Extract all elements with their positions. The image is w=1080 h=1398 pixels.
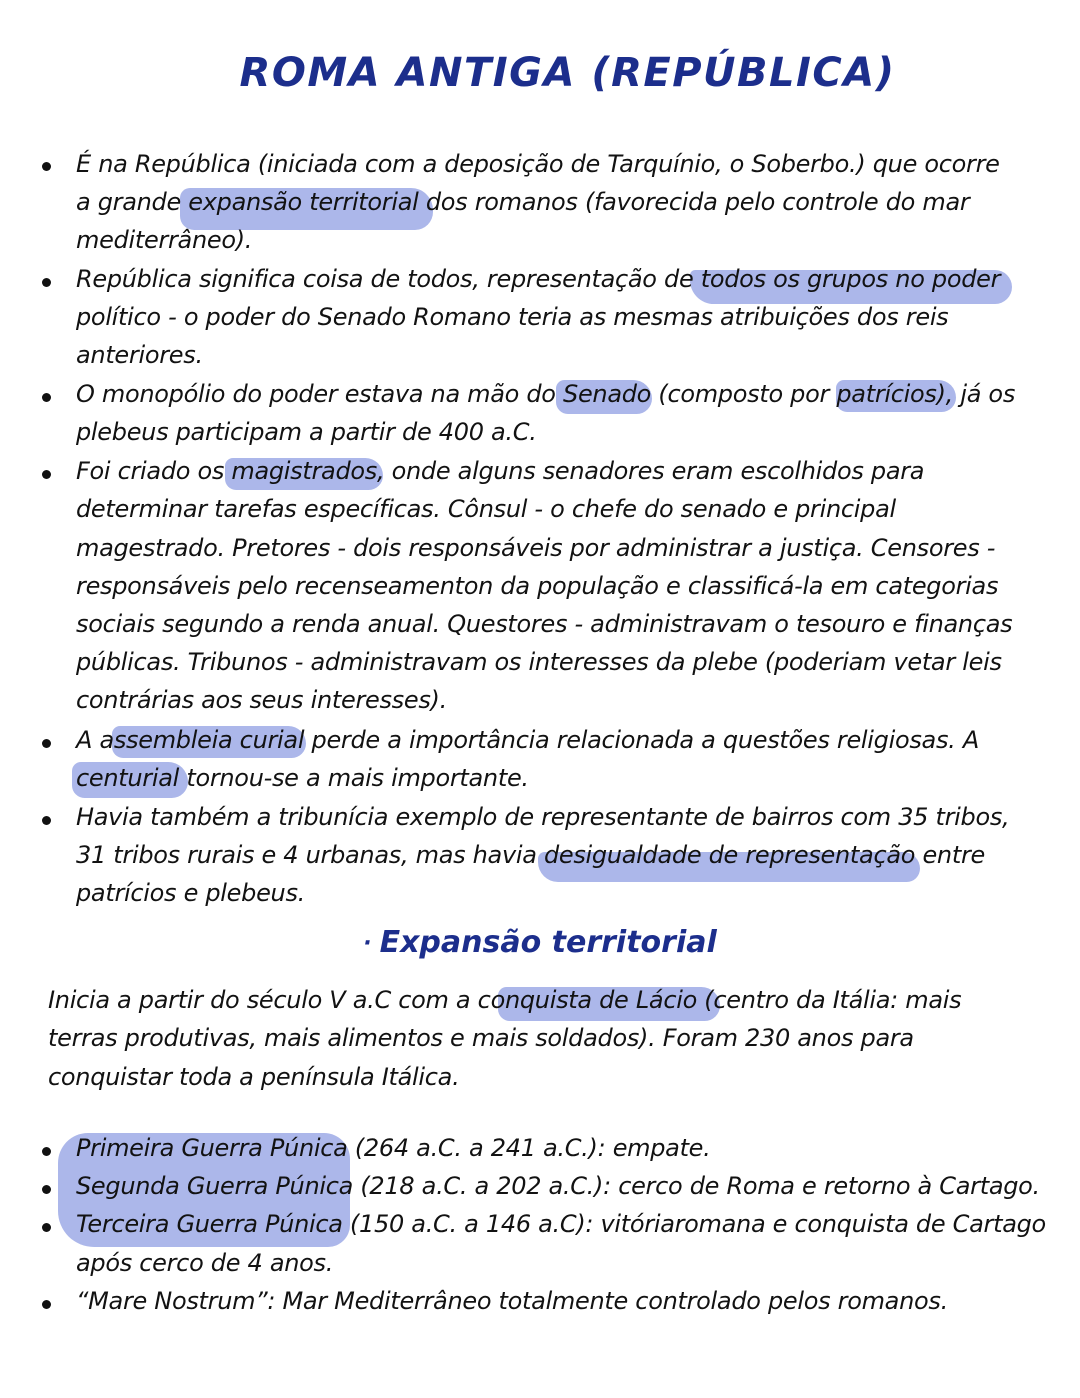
page-title: ROMA ANTIGA (REPÚBLICA) [239,50,896,96]
text-line: responsáveis pelo recenseamenton da população e classificá-la em categorias [76,572,999,600]
text-line: patrícios e plebeus. [76,879,305,907]
bullet-dot [42,1223,51,1232]
text-line: “Mare Nostrum”: Mar Mediterrâneo totalmente controlado pelos romanos. [76,1287,948,1315]
text-line: a grande expansão territorial dos romanos (favorecida pelo controle do mar [76,188,970,216]
bullet-dot [42,393,51,402]
text-line: conquistar toda a península Itálica. [48,1063,460,1091]
bullet-dot [42,739,51,748]
text-line: É na República (iniciada com a deposição de Tarquínio, o Soberbo.) que ocorre [76,150,1000,178]
text-line: A assembleia curial perde a importância relacionada a questões religiosas. A [76,726,979,754]
heading-bullet: · [363,931,372,956]
bullet-dot [42,1185,51,1194]
text-line: contrárias aos seus interesses). [76,686,447,714]
text-line: sociais segundo a renda anual. Questores - administravam o tesouro e finanças [76,610,1013,638]
text-line: terras produtivas, mais alimentos e mais soldados). Foram 230 anos para [48,1024,914,1052]
bullet-dot [42,162,51,171]
text-line: República significa coisa de todos, representação de todos os grupos no poder [76,265,1001,293]
text-line: após cerco de 4 anos. [76,1249,334,1277]
text-line: anteriores. [76,341,203,369]
bullet-dot [42,278,51,287]
text-line: centurial tornou-se a mais importante. [76,764,529,792]
text-line: públicas. Tribunos - administravam os interesses da plebe (poderiam vetar leis [76,648,1002,676]
text-line: Inicia a partir do século V a.C com a conquista de Lácio (centro da Itália: mais [48,986,962,1014]
text-line: 31 tribos rurais e 4 urbanas, mas havia desigualdade de representação entre [76,841,985,869]
text-line: O monopólio do poder estava na mão do Senado (composto por patrícios), já os [76,380,1016,408]
text-line: político - o poder do Senado Romano teria as mesmas atribuições dos reis [76,303,949,331]
text-line: determinar tarefas específicas. Cônsul - o chefe do senado e principal [76,495,896,523]
text-line: Havia também a tribunícia exemplo de representante de bairros com 35 tribos, [76,803,1010,831]
section-heading-text: Expansão territorial [379,925,717,960]
text-line: Terceira Guerra Púnica (150 a.C. a 146 a.C): vitóriaromana e conquista de Cartago [76,1210,1046,1238]
text-line: Segunda Guerra Púnica (218 a.C. a 202 a.C.): cerco de Roma e retorno à Cartago. [76,1172,1040,1200]
bullet-dot [42,470,51,479]
text-line: Foi criado os magistrados, onde alguns senadores eram escolhidos para [76,457,925,485]
text-line: mediterrâneo). [76,226,253,254]
bullet-dot [42,1147,51,1156]
text-line: plebeus participam a partir de 400 a.C. [76,418,537,446]
section-heading [0,925,1080,960]
bullet-dot [42,816,51,825]
bullet-dot [42,1300,51,1309]
text-line: Primeira Guerra Púnica (264 a.C. a 241 a.C.): empate. [76,1134,711,1162]
text-line: magestrado. Pretores - dois responsáveis por administrar a justiça. Censores - [76,534,996,562]
